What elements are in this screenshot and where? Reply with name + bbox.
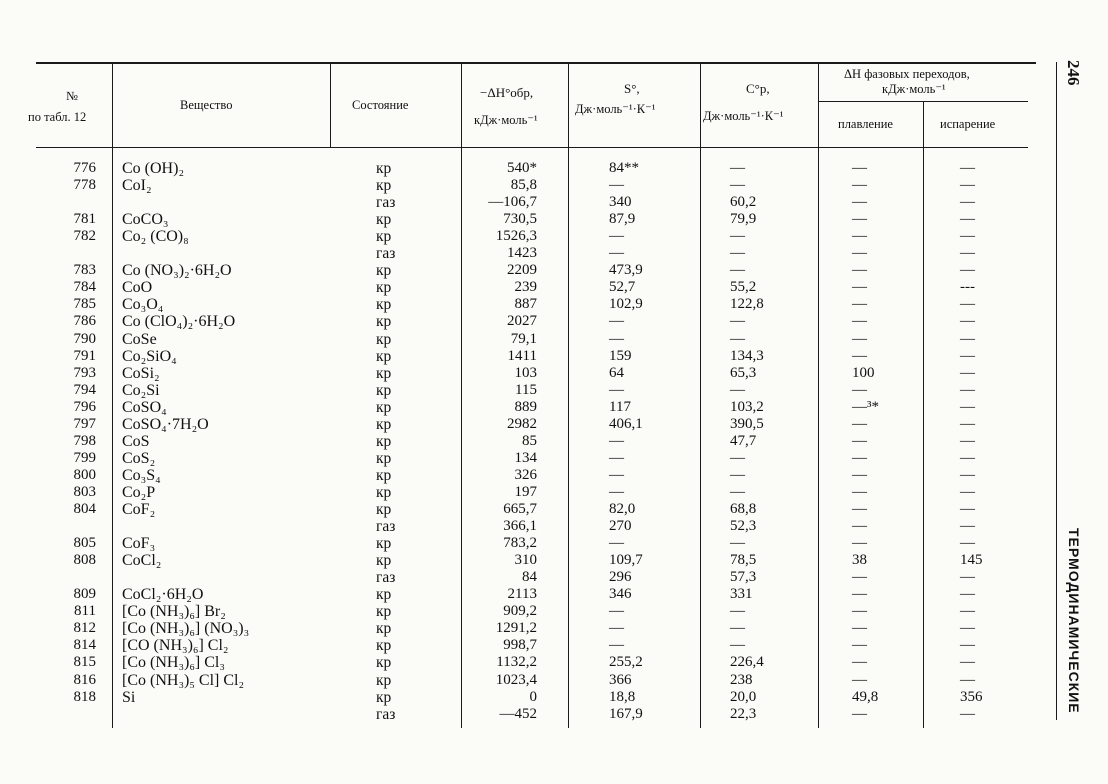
row-melting: — xyxy=(852,211,867,228)
header-entropy: S°, xyxy=(624,81,640,96)
row-entropy: — xyxy=(609,620,624,637)
row-substance: [Co (NH₃)₆] Br₂ xyxy=(122,603,226,621)
header-phase-units: кДж·моль⁻¹ xyxy=(882,82,946,96)
header-enthalpy: −ΔH°обр, xyxy=(480,85,534,100)
row-entropy: 159 xyxy=(609,347,632,364)
row-state: газ xyxy=(376,705,396,723)
row-evaporation: --- xyxy=(960,279,975,296)
row-state: кр xyxy=(376,501,392,518)
row-substance: [CO (NH₃)₆] Cl₂ xyxy=(122,637,229,655)
row-heat-capacity: — xyxy=(730,177,745,194)
row-evaporation: — xyxy=(960,194,975,211)
row-evaporation: — xyxy=(960,705,975,722)
row-number: 814 xyxy=(73,637,96,654)
row-number: 791 xyxy=(73,347,96,364)
row-heat-capacity: 78,5 xyxy=(730,552,757,569)
row-entropy: — xyxy=(609,245,624,262)
row-evaporation: — xyxy=(960,160,975,176)
row-entropy: 84** xyxy=(609,160,639,176)
row-number: 781 xyxy=(73,211,96,228)
row-state: кр xyxy=(376,330,392,348)
row-number: 782 xyxy=(73,228,96,245)
row-state: кр xyxy=(376,654,392,672)
row-evaporation: — xyxy=(960,654,975,671)
row-evaporation: — xyxy=(960,415,975,432)
row-number: 811 xyxy=(74,603,96,620)
row-entropy: 87,9 xyxy=(609,211,636,228)
row-enthalpy: 1526,3 xyxy=(495,228,537,245)
row-entropy: 167,9 xyxy=(609,705,643,722)
row-enthalpy: 366,1 xyxy=(503,518,537,535)
row-melting: — xyxy=(852,228,867,245)
row-substance: CoCl₂ xyxy=(122,552,162,570)
row-melting: — xyxy=(852,603,867,620)
row-melting: — xyxy=(852,483,867,500)
row-heat-capacity: 238 xyxy=(730,671,753,688)
row-melting: — xyxy=(852,296,867,313)
row-state: кр xyxy=(376,671,392,689)
row-enthalpy: 2982 xyxy=(507,415,537,432)
row-heat-capacity: — xyxy=(730,483,745,500)
row-evaporation: 145 xyxy=(960,552,983,569)
row-evaporation: 356 xyxy=(960,688,983,705)
row-evaporation: — xyxy=(960,637,975,654)
row-entropy: 18,8 xyxy=(609,688,636,705)
row-melting: — xyxy=(852,501,867,517)
row-state: кр xyxy=(376,466,392,484)
row-melting: — xyxy=(852,518,867,535)
row-number: 804 xyxy=(73,501,96,517)
row-melting: — xyxy=(852,177,867,194)
row-melting: — xyxy=(852,466,867,483)
row-entropy: — xyxy=(609,313,624,330)
row-evaporation: — xyxy=(960,620,975,637)
row-evaporation: — xyxy=(960,313,975,330)
row-state: кр xyxy=(376,398,392,416)
row-entropy: 270 xyxy=(609,518,632,535)
row-evaporation: — xyxy=(960,330,975,347)
row-state: кр xyxy=(376,637,392,655)
row-entropy: 82,0 xyxy=(609,501,636,517)
row-number: 786 xyxy=(73,313,96,330)
row-heat-capacity: 20,0 xyxy=(730,688,757,705)
row-melting: — xyxy=(852,569,867,586)
row-melting: — xyxy=(852,415,867,432)
row-substance: CoSO₄·7H₂O xyxy=(122,415,209,433)
row-state: кр xyxy=(376,347,392,365)
row-heat-capacity: — xyxy=(730,228,745,245)
row-substance: Co (ClO₄)₂·6H₂O xyxy=(122,313,236,331)
row-melting: — xyxy=(852,535,867,552)
header-melting: плавление xyxy=(838,117,893,131)
row-enthalpy: 1423 xyxy=(507,245,537,262)
row-enthalpy: 85 xyxy=(522,432,537,449)
row-state: кр xyxy=(376,586,392,604)
row-melting: — xyxy=(852,313,867,330)
row-enthalpy: 326 xyxy=(514,466,537,483)
row-heat-capacity: 390,5 xyxy=(730,415,764,432)
header-substance: Вещество xyxy=(180,98,233,112)
row-melting: — xyxy=(852,160,867,176)
row-entropy: 406,1 xyxy=(609,415,643,432)
row-number: 812 xyxy=(73,620,96,637)
row-entropy: — xyxy=(609,603,624,620)
row-heat-capacity: — xyxy=(730,466,745,483)
row-state: кр xyxy=(376,603,392,621)
row-heat-capacity: 134,3 xyxy=(730,347,764,364)
row-enthalpy: —106,7 xyxy=(488,194,537,211)
row-evaporation: — xyxy=(960,586,975,603)
row-melting: — xyxy=(852,586,867,603)
row-state: газ xyxy=(376,245,396,263)
row-melting: 100 xyxy=(852,364,875,381)
col-line-5 xyxy=(700,63,701,728)
row-state: газ xyxy=(376,194,396,212)
row-melting: — xyxy=(852,705,867,722)
row-melting: 38 xyxy=(852,552,867,569)
row-number: 793 xyxy=(73,364,96,381)
row-entropy: 52,7 xyxy=(609,279,636,296)
row-number: 816 xyxy=(73,671,96,688)
row-enthalpy: 239 xyxy=(514,279,537,296)
row-evaporation: — xyxy=(960,671,975,688)
row-heat-capacity: — xyxy=(730,160,745,176)
row-evaporation: — xyxy=(960,569,975,586)
row-heat-capacity: 60,2 xyxy=(730,194,757,211)
row-melting: — xyxy=(852,330,867,347)
row-state: кр xyxy=(376,620,392,638)
row-enthalpy: 2113 xyxy=(507,586,537,603)
row-entropy: — xyxy=(609,637,624,654)
row-heat-capacity: 55,2 xyxy=(730,279,757,296)
row-heat-capacity: — xyxy=(730,637,745,654)
row-state: кр xyxy=(376,177,392,195)
row-melting: — xyxy=(852,654,867,671)
row-heat-capacity: 226,4 xyxy=(730,654,764,671)
row-melting: — xyxy=(852,671,867,688)
row-heat-capacity: 52,3 xyxy=(730,518,757,535)
header-state: Состояние xyxy=(352,98,409,112)
row-evaporation: — xyxy=(960,177,975,194)
row-entropy: 102,9 xyxy=(609,296,643,313)
row-melting: — xyxy=(852,449,867,466)
row-state: кр xyxy=(376,296,392,314)
row-substance: Co₃O₄ xyxy=(122,296,164,314)
row-state: кр xyxy=(376,415,392,433)
col-line-3 xyxy=(461,63,462,728)
row-number: 783 xyxy=(73,262,96,279)
col-line-2 xyxy=(330,63,331,148)
row-entropy: — xyxy=(609,432,624,449)
section-title: ТЕРМОДИНАМИЧЕСКИЕ xyxy=(1066,528,1082,714)
row-state: кр xyxy=(376,228,392,246)
header-evaporation: испарение xyxy=(940,117,996,131)
row-entropy: 473,9 xyxy=(609,262,643,279)
row-melting: — xyxy=(852,245,867,262)
row-enthalpy: 540* xyxy=(507,160,537,176)
row-heat-capacity: 122,8 xyxy=(730,296,764,313)
row-substance: CoSe xyxy=(122,330,157,348)
page-number: 246 xyxy=(1064,60,1083,86)
row-entropy: 255,2 xyxy=(609,654,643,671)
row-evaporation: — xyxy=(960,262,975,279)
row-enthalpy: 909,2 xyxy=(503,603,537,620)
header-no-symbol: № xyxy=(66,89,78,103)
row-enthalpy: 310 xyxy=(514,552,537,569)
row-entropy: — xyxy=(609,228,624,245)
row-evaporation: — xyxy=(960,381,975,398)
row-enthalpy: 783,2 xyxy=(503,535,537,552)
row-evaporation: — xyxy=(960,398,975,415)
header-heat-capacity-units: Дж·моль⁻¹·К⁻¹ xyxy=(703,109,784,123)
row-melting: — xyxy=(852,194,867,211)
row-state: кр xyxy=(376,381,392,399)
row-number: 818 xyxy=(73,688,96,705)
row-enthalpy: 998,7 xyxy=(503,637,537,654)
header-no-table: по табл. 12 xyxy=(28,110,87,124)
row-substance: CoO xyxy=(122,279,153,297)
row-entropy: 64 xyxy=(609,364,624,381)
row-number: 778 xyxy=(73,177,96,194)
header-heat-capacity: C°p, xyxy=(746,81,770,96)
row-heat-capacity: 79,9 xyxy=(730,211,757,228)
row-state: кр xyxy=(376,313,392,331)
row-state: кр xyxy=(376,688,392,706)
row-enthalpy: 665,7 xyxy=(503,501,537,517)
row-heat-capacity: — xyxy=(730,245,745,262)
row-heat-capacity: 331 xyxy=(730,586,753,603)
row-entropy: — xyxy=(609,449,624,466)
row-heat-capacity: — xyxy=(730,330,745,347)
row-entropy: 340 xyxy=(609,194,632,211)
row-state: газ xyxy=(376,518,396,536)
row-heat-capacity: 57,3 xyxy=(730,569,757,586)
row-melting: — xyxy=(852,381,867,398)
row-evaporation: — xyxy=(960,501,975,517)
row-heat-capacity: — xyxy=(730,620,745,637)
row-enthalpy: 2027 xyxy=(507,313,537,330)
row-number: 803 xyxy=(73,483,96,500)
row-state: кр xyxy=(376,552,392,570)
header-enthalpy-units: кДж·моль⁻¹ xyxy=(474,113,538,127)
row-state: кр xyxy=(376,449,392,467)
row-number: 808 xyxy=(73,552,96,569)
row-substance: CoF₂ xyxy=(122,501,156,518)
row-heat-capacity: — xyxy=(730,381,745,398)
side-rule xyxy=(1056,62,1057,720)
row-state: кр xyxy=(376,262,392,280)
row-state: газ xyxy=(376,569,396,587)
row-evaporation: — xyxy=(960,518,975,535)
row-evaporation: — xyxy=(960,449,975,466)
row-enthalpy: —452 xyxy=(499,705,537,722)
row-entropy: 346 xyxy=(609,586,632,603)
row-substance: Co (NO₃)₂·6H₂O xyxy=(122,262,232,280)
row-enthalpy: 730,5 xyxy=(503,211,537,228)
row-number: 785 xyxy=(73,296,96,313)
row-heat-capacity: 68,8 xyxy=(730,501,757,517)
row-heat-capacity: 65,3 xyxy=(730,364,757,381)
row-number: 798 xyxy=(73,432,96,449)
row-number: 784 xyxy=(73,279,96,296)
row-melting: — xyxy=(852,620,867,637)
row-number: 815 xyxy=(73,654,96,671)
row-substance: Co₂P xyxy=(122,483,156,501)
row-evaporation: — xyxy=(960,432,975,449)
row-heat-capacity: 22,3 xyxy=(730,705,757,722)
row-enthalpy: 887 xyxy=(514,296,537,313)
row-number: 809 xyxy=(73,586,96,603)
row-substance: CoS xyxy=(122,432,150,450)
row-substance: Co₃S₄ xyxy=(122,466,161,484)
row-entropy: — xyxy=(609,381,624,398)
row-entropy: 109,7 xyxy=(609,552,643,569)
row-enthalpy: 1023,4 xyxy=(495,671,537,688)
row-state: кр xyxy=(376,483,392,501)
row-heat-capacity: — xyxy=(730,603,745,620)
row-enthalpy: 85,8 xyxy=(510,177,537,194)
top-rule xyxy=(36,62,1036,64)
row-entropy: — xyxy=(609,483,624,500)
row-melting: — xyxy=(852,347,867,364)
row-evaporation: — xyxy=(960,603,975,620)
row-evaporation: — xyxy=(960,228,975,245)
header-entropy-units: Дж·моль⁻¹·К⁻¹ xyxy=(575,102,656,116)
row-substance: Si xyxy=(122,688,136,706)
row-heat-capacity: 47,7 xyxy=(730,432,757,449)
row-number: 797 xyxy=(73,415,96,432)
row-substance: CoCl₂·6H₂O xyxy=(122,586,204,604)
row-evaporation: — xyxy=(960,535,975,552)
row-enthalpy: 1132,2 xyxy=(496,654,537,671)
row-substance: CoSO₄ xyxy=(122,398,167,416)
row-evaporation: — xyxy=(960,466,975,483)
row-state: кр xyxy=(376,211,392,229)
row-substance: [Co (NH₃)₆] Cl₃ xyxy=(122,654,225,672)
row-evaporation: — xyxy=(960,296,975,313)
col-line-7 xyxy=(923,102,924,728)
row-evaporation: — xyxy=(960,211,975,228)
row-number: 794 xyxy=(73,381,96,398)
row-enthalpy: 134 xyxy=(514,449,537,466)
row-entropy: 366 xyxy=(609,671,632,688)
row-heat-capacity: — xyxy=(730,262,745,279)
row-melting: 49,8 xyxy=(852,688,879,705)
row-state: кр xyxy=(376,432,392,450)
row-number: 805 xyxy=(73,535,96,552)
row-state: кр xyxy=(376,279,392,297)
row-evaporation: — xyxy=(960,364,975,381)
row-evaporation: — xyxy=(960,347,975,364)
row-heat-capacity: — xyxy=(730,313,745,330)
row-substance: Co₂SiO₄ xyxy=(122,347,177,365)
row-number: 796 xyxy=(73,398,96,415)
row-evaporation: — xyxy=(960,483,975,500)
row-substance: CoI₂ xyxy=(122,177,152,195)
row-enthalpy: 115 xyxy=(515,381,537,398)
row-entropy: 117 xyxy=(609,398,631,415)
row-state: кр xyxy=(376,535,392,553)
row-substance: CoCO₃ xyxy=(122,211,169,229)
row-substance: Co₂Si xyxy=(122,381,160,399)
row-substance: Co₂ (CO)₈ xyxy=(122,228,189,246)
row-number: 800 xyxy=(73,466,96,483)
row-heat-capacity: 103,2 xyxy=(730,398,764,415)
row-enthalpy: 889 xyxy=(514,398,537,415)
row-enthalpy: 1291,2 xyxy=(495,620,537,637)
row-substance: CoSi₂ xyxy=(122,364,160,382)
col-line-6 xyxy=(818,63,819,728)
row-melting: — xyxy=(852,262,867,279)
row-melting: — xyxy=(852,279,867,296)
row-entropy: — xyxy=(609,535,624,552)
row-enthalpy: 103 xyxy=(514,364,537,381)
row-enthalpy: 0 xyxy=(529,688,537,705)
row-substance: [Co (NH₃)₆] (NO₃)₃ xyxy=(122,620,250,638)
row-substance: Co (OH)₂ xyxy=(122,160,185,177)
row-evaporation: — xyxy=(960,245,975,262)
header-phase-transitions: ΔH фазовых переходов, xyxy=(844,67,970,81)
row-melting: — xyxy=(852,637,867,654)
header-bottom-rule xyxy=(36,147,1028,148)
row-melting: — xyxy=(852,432,867,449)
row-number: 799 xyxy=(73,449,96,466)
row-entropy: 296 xyxy=(609,569,632,586)
row-number: 776 xyxy=(73,160,96,176)
row-enthalpy: 197 xyxy=(514,483,537,500)
row-enthalpy: 2209 xyxy=(507,262,537,279)
row-entropy: — xyxy=(609,466,624,483)
row-state: кр xyxy=(376,160,392,177)
row-melting: —³* xyxy=(852,398,879,415)
row-enthalpy: 79,1 xyxy=(510,330,537,347)
row-entropy: — xyxy=(609,177,624,194)
row-number: 790 xyxy=(73,330,96,347)
row-heat-capacity: — xyxy=(730,449,745,466)
col-line-1 xyxy=(112,63,113,728)
row-heat-capacity: — xyxy=(730,535,745,552)
row-substance: CoS₂ xyxy=(122,449,156,467)
row-enthalpy: 84 xyxy=(522,569,537,586)
col-line-4 xyxy=(568,63,569,728)
row-entropy: — xyxy=(609,330,624,347)
row-substance: CoF₃ xyxy=(122,535,156,553)
row-substance: [Co (NH₃)₅ Cl] Cl₂ xyxy=(122,671,245,689)
row-state: кр xyxy=(376,364,392,382)
row-enthalpy: 1411 xyxy=(507,347,537,364)
